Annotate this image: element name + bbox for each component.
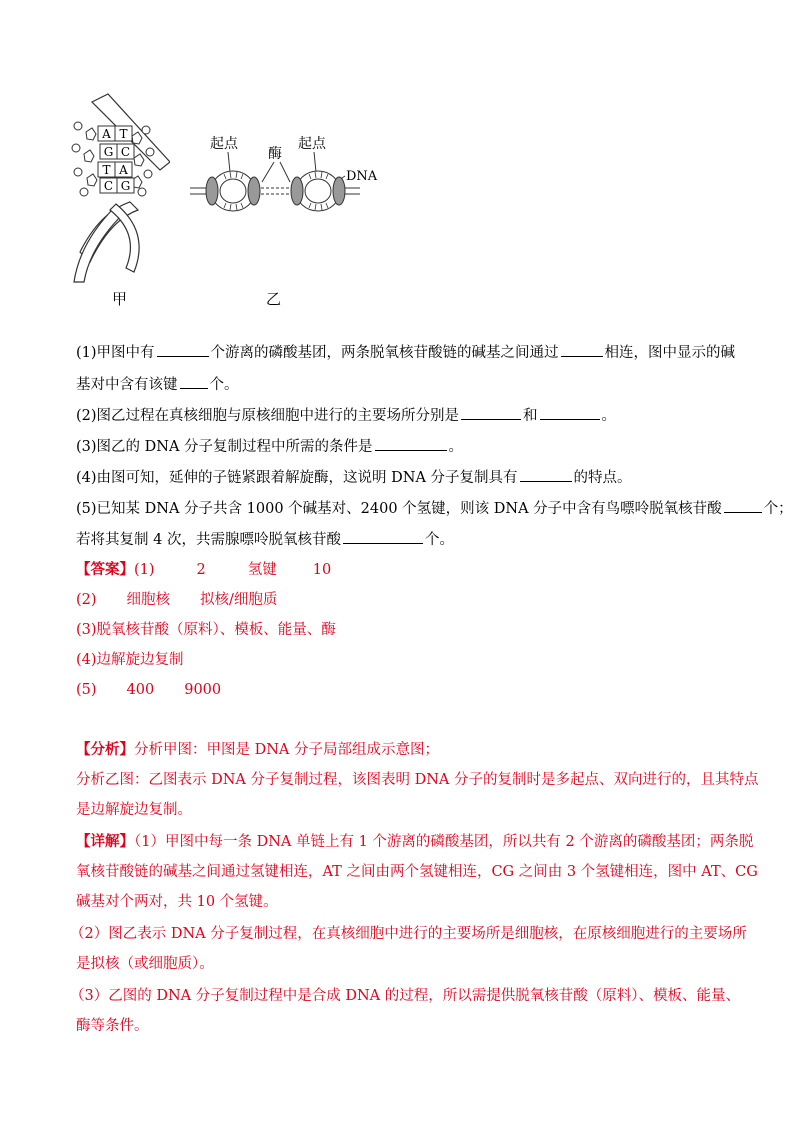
- base-letter: A: [102, 127, 111, 141]
- answer-blank[interactable]: [375, 436, 447, 451]
- answer-blank[interactable]: [157, 342, 209, 357]
- answer-value: (3)脱氧核苷酸（原料）、模板、能量、酶: [76, 622, 336, 638]
- q3-text-a: (3)图乙的 DNA 分子复制过程中所需的条件是: [76, 439, 373, 455]
- q2-text-a: (2)图乙过程在真核细胞与原核细胞中进行的主要场所分别是: [76, 408, 460, 424]
- answer-value: 10: [312, 562, 332, 578]
- answer-number: (2): [76, 592, 97, 608]
- dna-label: DNA: [346, 169, 378, 184]
- answer-value: 2: [196, 562, 206, 578]
- analysis-text: 分析乙图：乙图表示 DNA 分子复制过程，该图表明 DNA 分子的复制时是多起点、双向进行的，且其特点: [76, 772, 759, 788]
- q3-text-b: 。: [448, 439, 464, 455]
- detail-line-5: [76, 954, 214, 974]
- answer-blank[interactable]: [540, 405, 600, 420]
- base-letter: C: [103, 179, 114, 193]
- analysis-tag: 【分析】: [76, 741, 134, 758]
- base-letter: A: [119, 163, 128, 177]
- q1-text-c: 相连，图中显示的碱: [604, 345, 736, 361]
- question-5-line-1: [76, 498, 793, 519]
- detail-text: 酶等条件。: [76, 1018, 149, 1034]
- answer-number: (5): [76, 682, 97, 698]
- detail-line-2: [76, 862, 758, 882]
- detail-line-6: [70, 986, 740, 1006]
- answer-value: 9000: [184, 682, 222, 698]
- question-2: [76, 405, 616, 426]
- answer-tag: 【答案】: [76, 561, 134, 578]
- detail-tag: 【详解】: [76, 833, 134, 850]
- answer-line-5: [76, 680, 221, 700]
- q1-text-d: 基对中含有该键: [76, 377, 178, 393]
- q5-text-b: 个；: [763, 501, 793, 517]
- answer-line-4: [76, 650, 184, 670]
- answer-value: 拟核/细胞质: [200, 592, 278, 608]
- figure-caption-yi: 乙: [266, 290, 282, 308]
- base-letter: T: [119, 127, 128, 141]
- analysis-line-1: [76, 740, 439, 760]
- detail-text: 氧核苷酸链的碱基之间通过氢键相连，AT 之间由两个氢键相连，CG 之间由 3 个氢键相连，图中 AT、CG: [76, 864, 758, 880]
- detail-text: 碱基对个两对，共 10 个氢键。: [76, 894, 278, 910]
- question-1-line-2: [76, 374, 239, 395]
- origin-label-right: 起点: [298, 136, 326, 152]
- q5-text-a: (5)已知某 DNA 分子共含 1000 个碱基对、2400 个氢键，则该 DNA 分子中含有鸟嘌呤脱氧核苷酸: [76, 501, 722, 517]
- base-letter: T: [102, 163, 111, 177]
- q4-text-a: (4)由图可知，延伸的子链紧跟着解旋酶，这说明 DNA 分子复制具有: [76, 470, 518, 486]
- detail-text: （3）乙图的 DNA 分子复制过程中是合成 DNA 的过程，所以需提供脱氧核苷酸（原料）、模板、能量、: [70, 988, 740, 1004]
- detail-line-7: [76, 1016, 149, 1036]
- figure-caption-jia: 甲: [112, 290, 128, 308]
- q1-text-a: (1)甲图中有: [76, 345, 155, 361]
- answer-blank[interactable]: [520, 467, 572, 482]
- q1-text-b: 个游离的磷酸基团，两条脱氧核苷酸链的碱基之间通过: [210, 345, 559, 361]
- base-letter: G: [120, 179, 131, 193]
- figure-area: [60, 92, 400, 312]
- analysis-line-2: [76, 770, 759, 790]
- analysis-line-3: [76, 800, 192, 820]
- answer-value: (4)边解旋边复制: [76, 652, 184, 668]
- q5-text-d: 个。: [424, 532, 454, 548]
- answer-line-2: [76, 590, 277, 610]
- dna-fragment-diagram: [60, 92, 170, 292]
- analysis-text: 是边解旋边复制。: [76, 802, 192, 818]
- answer-line-1: [76, 560, 331, 580]
- answer-line-3: [76, 620, 336, 640]
- detail-text: （1）甲图中每一条 DNA 单链上有 1 个游离的磷酸基团，所以共有 2 个游离的磷酸基团；两条脱: [134, 834, 754, 850]
- q2-text-b: 和: [523, 408, 538, 424]
- detail-line-3: [76, 892, 278, 912]
- question-5-line-2: [76, 529, 454, 550]
- question-1-line-1: [76, 342, 735, 363]
- answer-blank[interactable]: [343, 529, 423, 544]
- q1-text-e: 个。: [209, 377, 239, 393]
- enzyme-label: 酶: [268, 146, 282, 162]
- detail-text: （2）图乙表示 DNA 分子复制过程，在真核细胞中进行的主要场所是细胞核，在原核细胞进行的主要场所: [70, 926, 747, 942]
- question-4: [76, 467, 632, 488]
- q5-text-c: 若将其复制 4 次，共需腺嘌呤脱氧核苷酸: [76, 532, 341, 548]
- answer-value: 400: [126, 682, 155, 698]
- base-letter: G: [103, 145, 114, 159]
- detail-text: 是拟核（或细胞质）。: [76, 956, 214, 972]
- q2-text-c: 。: [601, 408, 617, 424]
- origin-label-left: 起点: [210, 136, 238, 152]
- base-letter: C: [120, 145, 131, 159]
- replication-diagram: [190, 130, 390, 240]
- answer-blank[interactable]: [724, 498, 762, 513]
- answer-number: (1): [134, 562, 155, 578]
- detail-line-1: [76, 832, 753, 852]
- answer-value: 细胞核: [126, 592, 171, 608]
- answer-value: 氢键: [247, 562, 277, 578]
- answer-blank[interactable]: [461, 405, 521, 420]
- analysis-text: 分析甲图：甲图是 DNA 分子局部组成示意图；: [134, 742, 440, 758]
- q4-text-b: 的特点。: [573, 470, 632, 486]
- answer-blank[interactable]: [561, 342, 603, 357]
- detail-line-4: [70, 924, 747, 944]
- answer-blank[interactable]: [180, 374, 208, 389]
- question-3: [76, 436, 463, 457]
